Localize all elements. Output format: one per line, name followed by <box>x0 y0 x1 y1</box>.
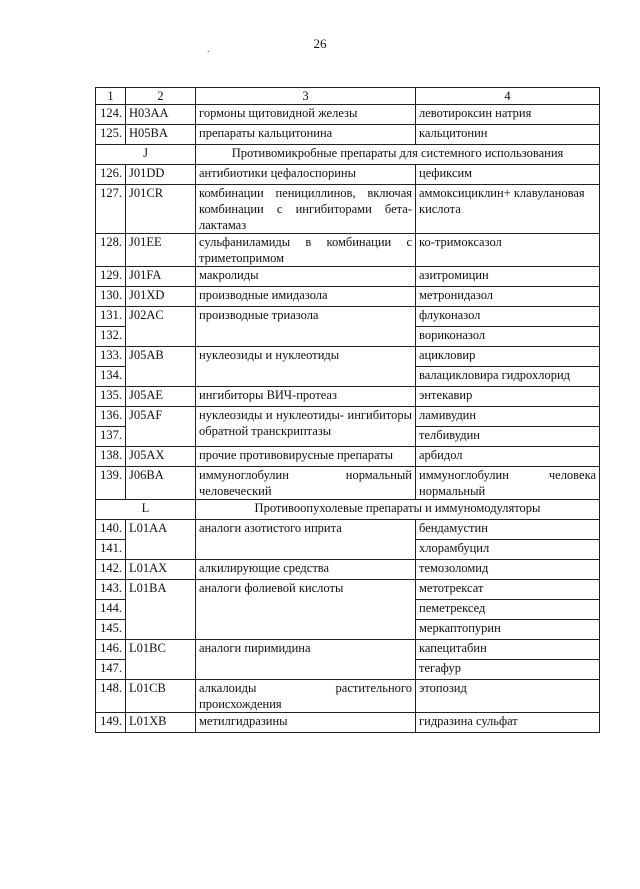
atc-code: J06BA <box>126 467 196 500</box>
drug-name: иммуноглобулин человека нормальный <box>416 467 600 500</box>
drug-group: комбинации пенициллинов, включая комбинации с ингибиторами бета-лактамаз <box>196 185 416 234</box>
table-row <box>96 447 600 467</box>
row-number: 138. <box>96 447 126 467</box>
drug-name: ко-тримоксазол <box>416 234 600 267</box>
drug-name: гидразина сульфат <box>416 713 600 733</box>
drug-name: цефиксим <box>416 165 600 185</box>
atc-code: L01CB <box>126 680 196 713</box>
drug-name: темозоломид <box>416 560 600 580</box>
row-number: 142. <box>96 560 126 580</box>
header-col-1: 1 <box>96 88 126 105</box>
atc-code: J01FA <box>126 267 196 287</box>
table-row <box>96 307 600 327</box>
row-number: 141. <box>96 540 126 560</box>
table-row <box>96 467 600 500</box>
atc-code: H05BA <box>126 125 196 145</box>
row-number: 147. <box>96 660 126 680</box>
drug-name: пеметрексед <box>416 600 600 620</box>
atc-code: J02AC <box>126 307 196 347</box>
table-row <box>96 234 600 267</box>
row-number: 145. <box>96 620 126 640</box>
row-number: 144. <box>96 600 126 620</box>
drug-group: аналоги фолиевой кислоты <box>196 580 416 640</box>
row-number: 132. <box>96 327 126 347</box>
row-number: 143. <box>96 580 126 600</box>
drug-group: иммуноглобулин нормальный человеческий <box>196 467 416 500</box>
drug-group: нуклеозиды и нуклеотиды <box>196 347 416 387</box>
drug-group: антибиотики цефалоспорины <box>196 165 416 185</box>
row-number: 133. <box>96 347 126 367</box>
drug-name: аммоксициклин+ клавулановая кислота <box>416 185 600 234</box>
section-title: Противоопухолевые препараты и иммуномодуляторы <box>196 500 600 520</box>
row-number: 146. <box>96 640 126 660</box>
drug-group: метилгидразины <box>196 713 416 733</box>
table-row <box>96 165 600 185</box>
drug-name: азитромицин <box>416 267 600 287</box>
drug-name: бендамустин <box>416 520 600 540</box>
row-number: 136. <box>96 407 126 427</box>
row-number: 124. <box>96 105 126 125</box>
table-row <box>96 267 600 287</box>
header-col-2: 2 <box>126 88 196 105</box>
drug-group: ингибиторы ВИЧ-протеаз <box>196 387 416 407</box>
atc-code: J05AE <box>126 387 196 407</box>
drug-group: аналоги пиримидина <box>196 640 416 680</box>
drug-name: метронидазол <box>416 287 600 307</box>
row-number: 131. <box>96 307 126 327</box>
drug-group: алкилирующие средства <box>196 560 416 580</box>
atc-code: L01AX <box>126 560 196 580</box>
drug-group: аналоги азотистого иприта <box>196 520 416 560</box>
drug-name: телбивудин <box>416 427 600 447</box>
atc-code: J01DD <box>126 165 196 185</box>
table-row <box>96 680 600 713</box>
section-code: L <box>96 500 196 520</box>
row-number: 129. <box>96 267 126 287</box>
atc-code: L01BC <box>126 640 196 680</box>
drug-group: прочие противовирусные препараты <box>196 447 416 467</box>
table-row <box>96 105 600 125</box>
header-col-3: 3 <box>196 88 416 105</box>
table-row <box>96 580 600 600</box>
atc-code: J05AB <box>126 347 196 387</box>
drug-name: энтекавир <box>416 387 600 407</box>
header-row <box>96 88 600 105</box>
header-col-4: 4 <box>416 88 600 105</box>
drug-group: производные имидазола <box>196 287 416 307</box>
atc-code: L01BA <box>126 580 196 640</box>
row-number: 128. <box>96 234 126 267</box>
row-number: 125. <box>96 125 126 145</box>
table-row <box>96 125 600 145</box>
atc-code: L01AA <box>126 520 196 560</box>
drug-name: тегафур <box>416 660 600 680</box>
drug-group: сульфаниламиды в комбинации с триметопримом <box>196 234 416 267</box>
section-title: Противомикробные препараты для системного использования <box>196 145 600 165</box>
atc-code: J05AF <box>126 407 196 447</box>
page-number: 26 <box>313 36 327 51</box>
row-number: 137. <box>96 427 126 447</box>
section-code: J <box>96 145 196 165</box>
drug-name: арбидол <box>416 447 600 467</box>
drug-group: нуклеозиды и нуклеотиды- ингибиторы обратной транскриптазы <box>196 407 416 447</box>
table-row <box>96 640 600 660</box>
drug-name: левотироксин натрия <box>416 105 600 125</box>
table-row <box>96 407 600 427</box>
row-number: 135. <box>96 387 126 407</box>
drug-name: хлорамбуцил <box>416 540 600 560</box>
section-row <box>96 145 600 165</box>
atc-code: H03AA <box>126 105 196 125</box>
drug-name: капецитабин <box>416 640 600 660</box>
atc-code: J01EE <box>126 234 196 267</box>
drug-group: гормоны щитовидной железы <box>196 105 416 125</box>
section-row <box>96 500 600 520</box>
table-row <box>96 287 600 307</box>
atc-code: J01CR <box>126 185 196 234</box>
drug-name: кальцитонин <box>416 125 600 145</box>
row-number: 126. <box>96 165 126 185</box>
drug-name: меркаптопурин <box>416 620 600 640</box>
row-number: 139. <box>96 467 126 500</box>
table-row <box>96 713 600 733</box>
drug-name: валацикловира гидрохлорид <box>416 367 600 387</box>
atc-code: L01XB <box>126 713 196 733</box>
drug-name: флуконазол <box>416 307 600 327</box>
row-number: 149. <box>96 713 126 733</box>
stray-mark: . <box>207 44 210 55</box>
row-number: 148. <box>96 680 126 713</box>
drug-group: алкалоиды растительного происхождения <box>196 680 416 713</box>
table-row <box>96 560 600 580</box>
drug-name: ламивудин <box>416 407 600 427</box>
table-row <box>96 347 600 367</box>
row-number: 134. <box>96 367 126 387</box>
row-number: 140. <box>96 520 126 540</box>
drug-name: метотрексат <box>416 580 600 600</box>
table-row <box>96 185 600 234</box>
drug-name: вориконазол <box>416 327 600 347</box>
row-number: 130. <box>96 287 126 307</box>
drug-group: производные триазола <box>196 307 416 347</box>
atc-code: J05AX <box>126 447 196 467</box>
drug-table <box>95 87 600 733</box>
drug-name: этопозид <box>416 680 600 713</box>
table-row <box>96 520 600 540</box>
atc-code: J01XD <box>126 287 196 307</box>
table-row <box>96 387 600 407</box>
row-number: 127. <box>96 185 126 234</box>
drug-group: макролиды <box>196 267 416 287</box>
drug-name: ацикловир <box>416 347 600 367</box>
drug-group: препараты кальцитонина <box>196 125 416 145</box>
